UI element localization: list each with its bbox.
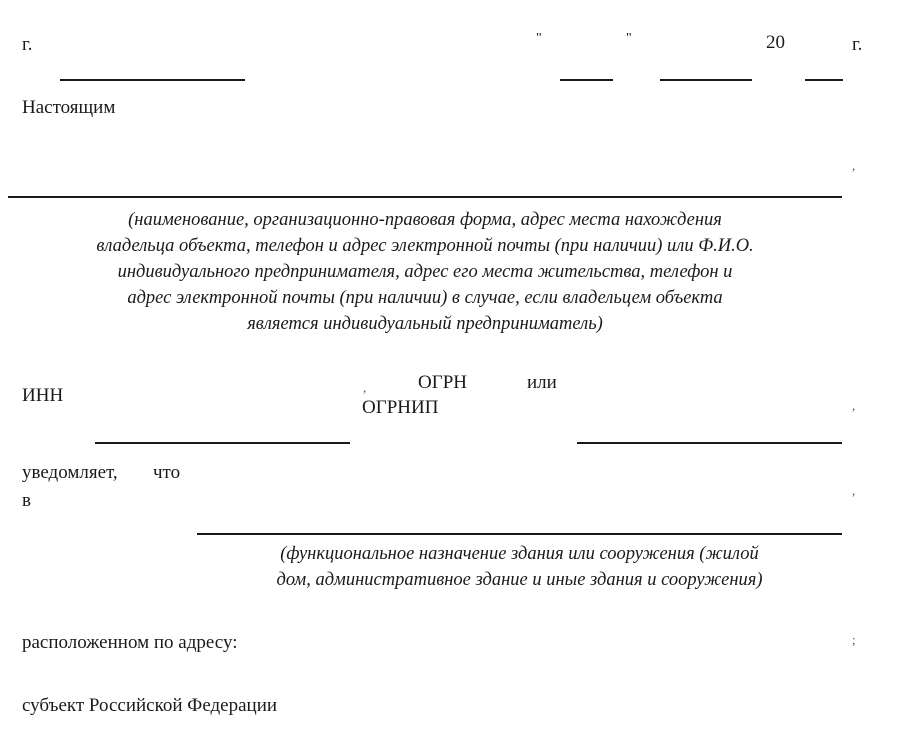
comma-mark: , bbox=[852, 158, 856, 173]
owner-caption-line: индивидуального предпринимателя, адрес его места жительства, телефон и bbox=[117, 262, 733, 282]
ogrnip-label: ОГРНИП bbox=[362, 397, 439, 418]
intro-text: Настоящим bbox=[22, 97, 116, 118]
that-label: что bbox=[153, 462, 181, 483]
year-suffix: г. bbox=[852, 34, 863, 55]
comma-mark: , bbox=[852, 398, 856, 413]
inn-blank-line[interactable] bbox=[95, 442, 350, 444]
close-quote-mark: " bbox=[626, 31, 632, 46]
notifies-label: уведомляет, bbox=[22, 462, 118, 483]
address-label: расположенном по адресу: bbox=[22, 632, 238, 653]
owner-caption-line: (наименование, организационно-правовая форма, адрес места нахождения bbox=[128, 210, 722, 230]
city-prefix: г. bbox=[22, 34, 33, 55]
inn-label: ИНН bbox=[22, 385, 64, 406]
day-blank-line[interactable] bbox=[560, 79, 613, 81]
owner-caption-line: является индивидуальный предприниматель) bbox=[247, 314, 603, 334]
comma-mark: , bbox=[852, 483, 856, 498]
or-label: или bbox=[527, 372, 557, 393]
city-blank-line[interactable] bbox=[60, 79, 245, 81]
owner-caption bbox=[8, 207, 842, 337]
owner-caption-line: адрес электронной почты (при наличии) в случае, если владельцем объекта bbox=[127, 288, 723, 308]
ogrn-blank-line[interactable] bbox=[577, 442, 842, 444]
year-century: 20 bbox=[766, 32, 785, 53]
open-quote-mark: " bbox=[536, 31, 542, 46]
year-blank-line[interactable] bbox=[805, 79, 843, 81]
ogrn-label: ОГРН bbox=[418, 372, 467, 393]
owner-blank-line[interactable] bbox=[8, 196, 842, 198]
semicolon-mark: ; bbox=[852, 632, 856, 647]
month-blank-line[interactable] bbox=[660, 79, 752, 81]
in-label: в bbox=[22, 490, 31, 511]
comma-mark: , bbox=[363, 380, 367, 395]
purpose-caption-line: (функциональное назначение здания или сооружения (жилой bbox=[280, 544, 759, 564]
purpose-blank-line[interactable] bbox=[197, 533, 842, 535]
purpose-caption bbox=[197, 541, 842, 593]
purpose-caption-line: дом, административное здание и иные здания и сооружения) bbox=[276, 570, 763, 590]
owner-caption-line: владельца объекта, телефон и адрес электронной почты (при наличии) или Ф.И.О. bbox=[96, 236, 754, 256]
region-label: субъект Российской Федерации bbox=[22, 695, 278, 716]
